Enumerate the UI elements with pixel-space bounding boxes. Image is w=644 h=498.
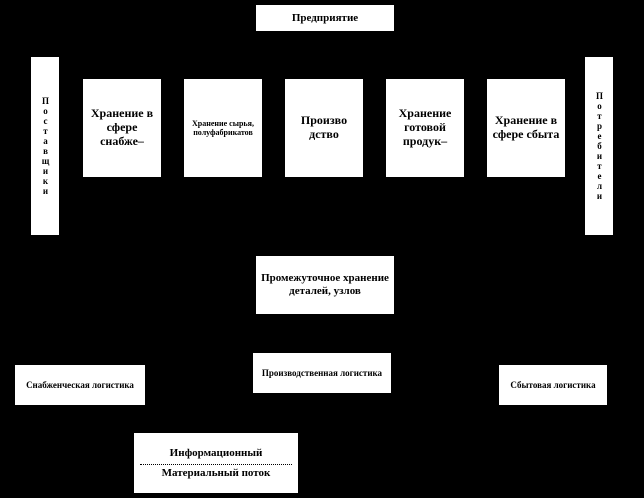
stage-box-supply-storage-label: Хранение в сфере снабже– [90, 106, 154, 148]
logistics-box-sales [498, 364, 608, 406]
suppliers-label: Поставщики [40, 96, 51, 196]
suppliers-label-box [30, 56, 60, 236]
legend-row-information-flow [134, 447, 298, 459]
logistics-box-production [252, 352, 392, 394]
stage-box-production-label: Произво дство [300, 113, 348, 141]
legend-box [133, 432, 299, 494]
stage-box-sales-storage [486, 78, 566, 178]
enterprise-box-label: Предприятие [291, 11, 359, 24]
stage-box-production [284, 78, 364, 178]
logistics-box-production-label: Производственная логистика [261, 367, 383, 378]
consumers-label: Потребители [594, 91, 605, 201]
stage-box-finished-goods-storage-label: Хранение готовой продук– [398, 106, 452, 148]
intermediate-storage-box [255, 255, 395, 315]
logistics-box-supply-label: Снабженческая логистика [26, 379, 134, 390]
stage-box-raw-materials-storage [183, 78, 263, 178]
stage-box-sales-storage-label: Хранение в сфере сбыта [492, 113, 560, 141]
legend-label-information-flow: Информационный [169, 447, 263, 459]
legend-row-material-flow [134, 467, 298, 479]
legend-label-material-flow: Материальный поток [161, 467, 271, 479]
logistics-box-supply [14, 364, 146, 406]
legend-divider [140, 464, 292, 465]
consumers-label-box [584, 56, 614, 236]
stage-box-supply-storage [82, 78, 162, 178]
intermediate-storage-box-label: Промежуточное хранение деталей, узлов [261, 272, 389, 297]
stage-box-raw-materials-storage-label: Хранение сырья, полуфабрикатов [192, 118, 254, 137]
enterprise-box [255, 4, 395, 32]
stage-box-finished-goods-storage [385, 78, 465, 178]
logistics-box-sales-label: Сбытовая логистика [510, 379, 596, 390]
